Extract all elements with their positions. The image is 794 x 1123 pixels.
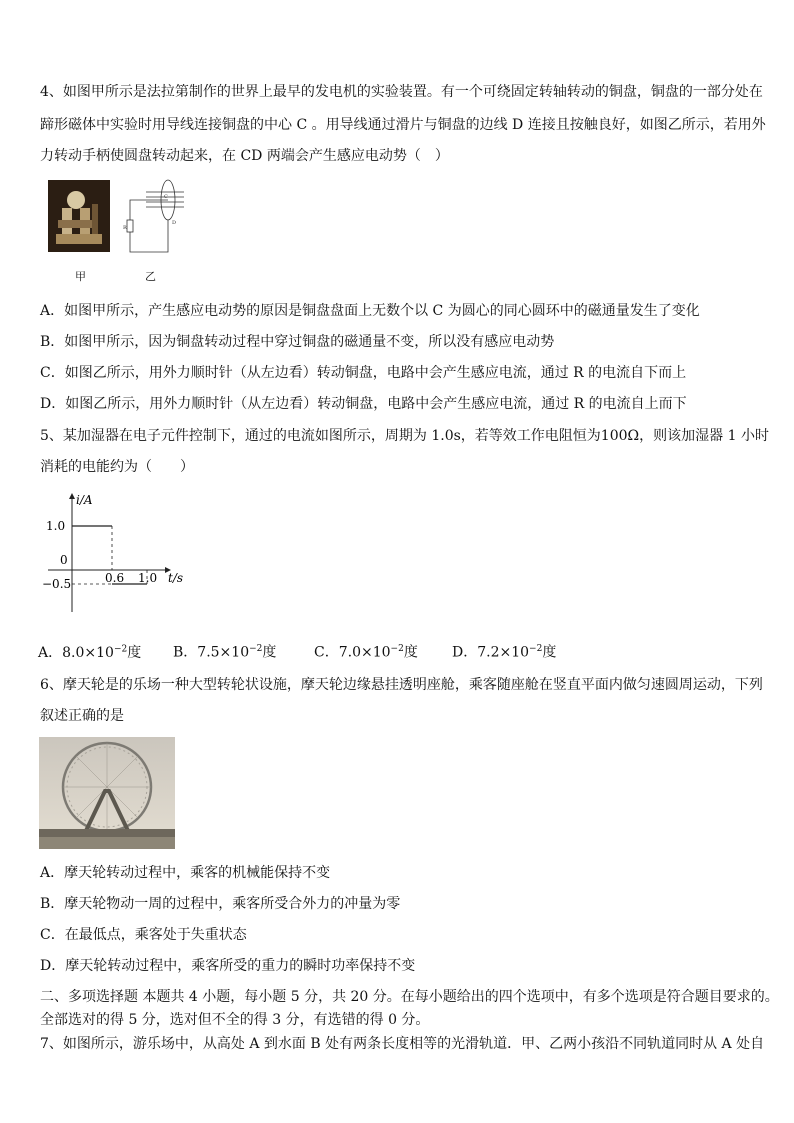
q5-options-row <box>38 640 557 662</box>
x-tick-10: 1.0 <box>138 571 158 585</box>
q4-option-d: D．如图乙所示，用外力顺时针（从左边看）转动铜盘，电路中会产生感应电流，通过 R 的电流自上而下 <box>40 396 687 412</box>
svg-text:C: C <box>164 194 168 200</box>
q4-line-3: 力转动手柄使圆盘转动起来，在 CD 两端会产生感应电动势（ ） <box>40 148 449 164</box>
figure-jia-label: 甲 <box>75 270 86 283</box>
y-tick-neg: −0.5 <box>42 577 72 591</box>
q5-line-1: 5、某加湿器在电子元件控制下，通过的电流如图所示，周期为 1.0s，若等效工作电阻恒为100Ω，则该加湿器 1 小时 <box>40 428 769 444</box>
svg-text:R: R <box>123 225 127 231</box>
q4-option-a: A．如图甲所示，产生感应电动势的原因是铜盘盘面上无数个以 C 为圆心的同心圆环中的磁通量发生了变化 <box>40 303 700 319</box>
q6-option-c: C．在最低点，乘客处于失重状态 <box>40 927 247 943</box>
q5-line-2: 消耗的电能约为（ ） <box>40 459 194 475</box>
q6-option-a: A．摩天轮转动过程中，乘客的机械能保持不变 <box>40 865 331 881</box>
y-tick-1: 1.0 <box>46 519 66 533</box>
ferris-wheel-image <box>39 737 175 849</box>
q4-line-1: 4、如图甲所示是法拉第制作的世界上最早的发电机的实验装置。有一个可绕固定转轴转动的铜盘，铜盘的一部分处在 <box>40 84 763 100</box>
section2-header-line-1: 二、多项选择题 本题共 4 小题，每小题 5 分，共 20 分。在每小题给出的四个选项中，有多个选项是符合题目要求的。 <box>40 989 779 1005</box>
apparatus-image <box>48 180 110 252</box>
q6-line-1: 6、摩天轮是的乐场一种大型转轮状设施，摩天轮边缘悬挂透明座舱，乘客随座舱在竖直平面内做匀速圆周运动，下列 <box>40 677 763 693</box>
svg-text:D: D <box>172 220 177 226</box>
figure-yi-circuit <box>122 178 192 258</box>
y-tick-0: 0 <box>60 553 68 567</box>
y-axis-label: i/A <box>76 493 93 507</box>
q7-line-1: 7、如图所示，游乐场中，从高处 A 到水面 B 处有两条长度相等的光滑轨道．甲、乙两小孩沿不同轨道同时从 A 处自 <box>40 1036 765 1052</box>
q6-line-2: 叙述正确的是 <box>40 708 124 724</box>
q4-option-c: C．如图乙所示，用外力顺时针（从左边看）转动铜盘，电路中会产生感应电流，通过 R 的电流自下而上 <box>40 365 687 381</box>
ferris-wheel-photo <box>39 737 175 849</box>
figure-jia-photo <box>48 180 110 252</box>
q5-option-b: B．$7.5\times 10^{-2}$度 <box>173 644 277 661</box>
q5-option-c: C．$7.0\times 10^{-2}$度 <box>314 644 418 661</box>
x-tick-06: 0.6 <box>105 571 125 585</box>
q4-line-2: 蹄形磁体中实验时用导线连接铜盘的中心 C 。用导线通过滑片与铜盘的边线 D 连接且按触良好，如图乙所示，若用外 <box>40 117 766 133</box>
q5-option-d: D．$7.2\times 10^{-2}$度 <box>452 644 557 661</box>
figure-yi-label: 乙 <box>145 270 156 283</box>
x-axis-label: t/s <box>168 571 184 585</box>
q6-option-b: B．摩天轮物动一周的过程中，乘客所受合外力的冲量为零 <box>40 896 401 912</box>
q5-option-a: A．$8.0\times 10^{-2}$度 <box>38 644 142 661</box>
section2-header-line-2: 全部选对的得 5 分，选对但不全的得 3 分，有选错的得 0 分。 <box>40 1012 430 1028</box>
q6-option-d: D．摩天轮转动过程中，乘客所受的重力的瞬时功率保持不变 <box>40 958 416 974</box>
q4-option-b: B．如图甲所示，因为铜盘转动过程中穿过铜盘的磁通量不变，所以没有感应电动势 <box>40 334 555 350</box>
current-time-graph <box>40 490 200 620</box>
